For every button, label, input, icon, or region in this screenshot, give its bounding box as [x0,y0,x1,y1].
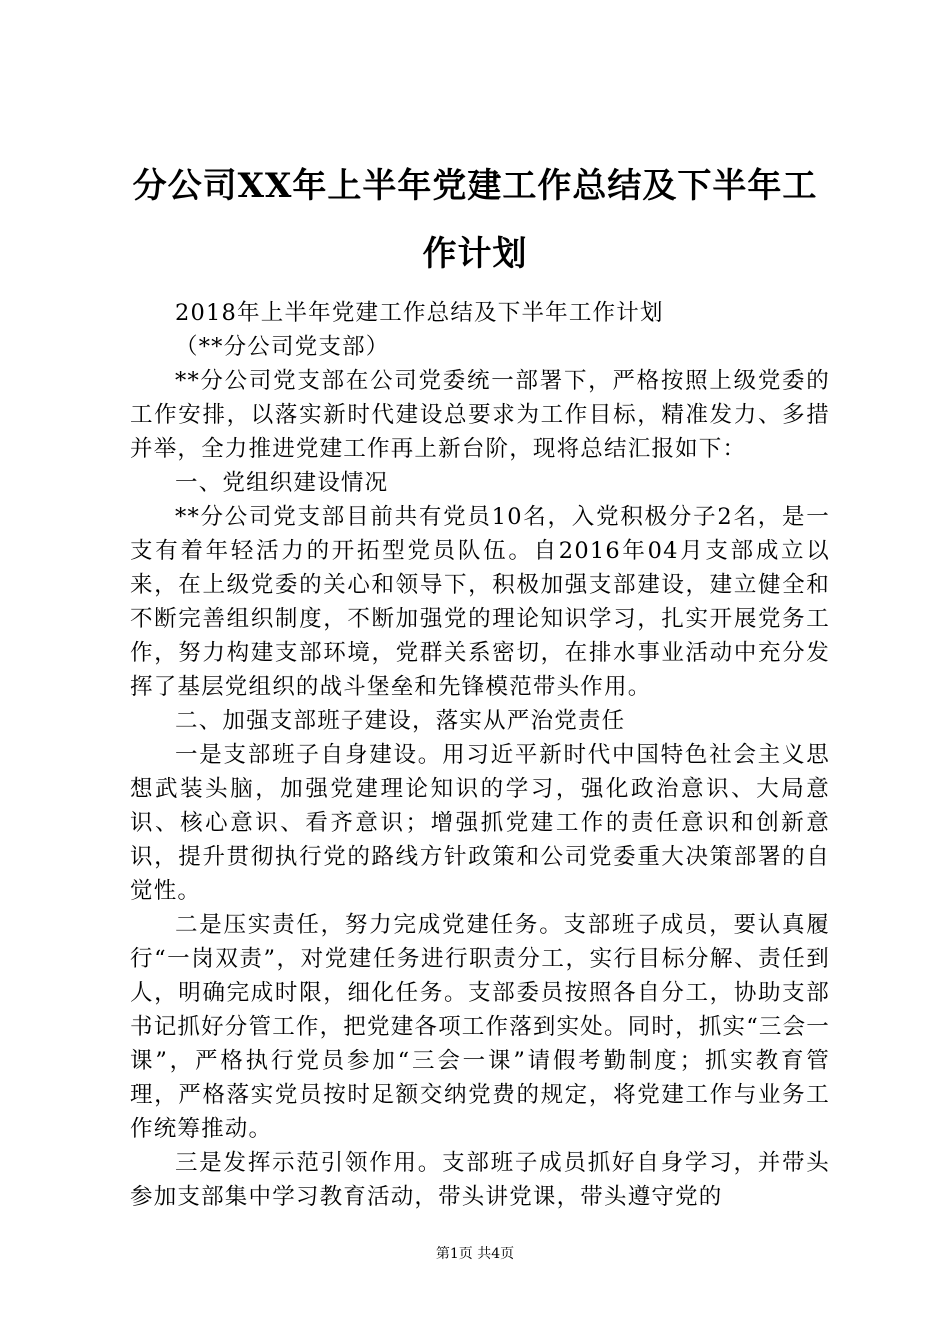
body-paragraph: 二是压实责任，努力完成党建任务。支部班子成员，要认真履行“一岗双责”，对党建任务进行职责分工，实行目标分解、责任到人，明确完成时限，细化任务。支部委员按照各自分工，协助支部书记抓好分管工作，把党建各项工作落到实处。同时，抓实“三会一课”，严格执行党员参加“三会一课”请假考勤制度；抓实教育管理，严格落实党员按时足额交纳党费的规定，将党建工作与业务工作统筹推动。 [130,912,831,1142]
document-body [130,296,830,1214]
author-paragraph: （**分公司党支部） [175,334,390,360]
section-heading-2: 二、加强支部班子建设，落实从严治党责任 [175,708,626,734]
body-paragraph: **分公司党支部目前共有党员10名，入党积极分子2名，是一支有着年轻活力的开拓型党员队伍。自2016年04月支部成立以来，在上级党委的关心和领导下，积极加强支部建设，建立健全和不断完善组织制度，不断加强党的理论知识学习，扎实开展党务工作，努力构建支部环境，党群关系密切，在排水事业活动中充分发挥了基层党组织的战斗堡垒和先锋模范带头作用。 [130,504,830,700]
section-heading-1: 一、党组织建设情况 [175,470,389,496]
intro-paragraph: **分公司党支部在公司党委统一部署下，严格按照上级党委的工作安排，以落实新时代建设总要求为工作目标，精准发力、多措并举，全力推进党建工作再上新台阶，现将总结汇报如下： [130,368,830,462]
body-paragraph: 一是支部班子自身建设。用习近平新时代中国特色社会主义思想武装头脑，加强党建理论知识的学习，强化政治意识、大局意识、核心意识、看齐意识；增强抓党建工作的责任意识和创新意识，提升贯彻执行党的路线方针政策和公司党委重大决策部署的自觉性。 [130,742,830,904]
page-footer: 第1页 共4页 [435,1246,515,1262]
document-title: 分公司XX年上半年党建工作总结及下半年工作计划 [132,166,818,274]
body-paragraph: 三是发挥示范引领作用。支部班子成员抓好自身学习，并带头参加支部集中学习教育活动，带头讲党课，带头遵守党的 [130,1150,830,1210]
subtitle-paragraph: 2018年上半年党建工作总结及下半年工作计划 [175,300,664,326]
